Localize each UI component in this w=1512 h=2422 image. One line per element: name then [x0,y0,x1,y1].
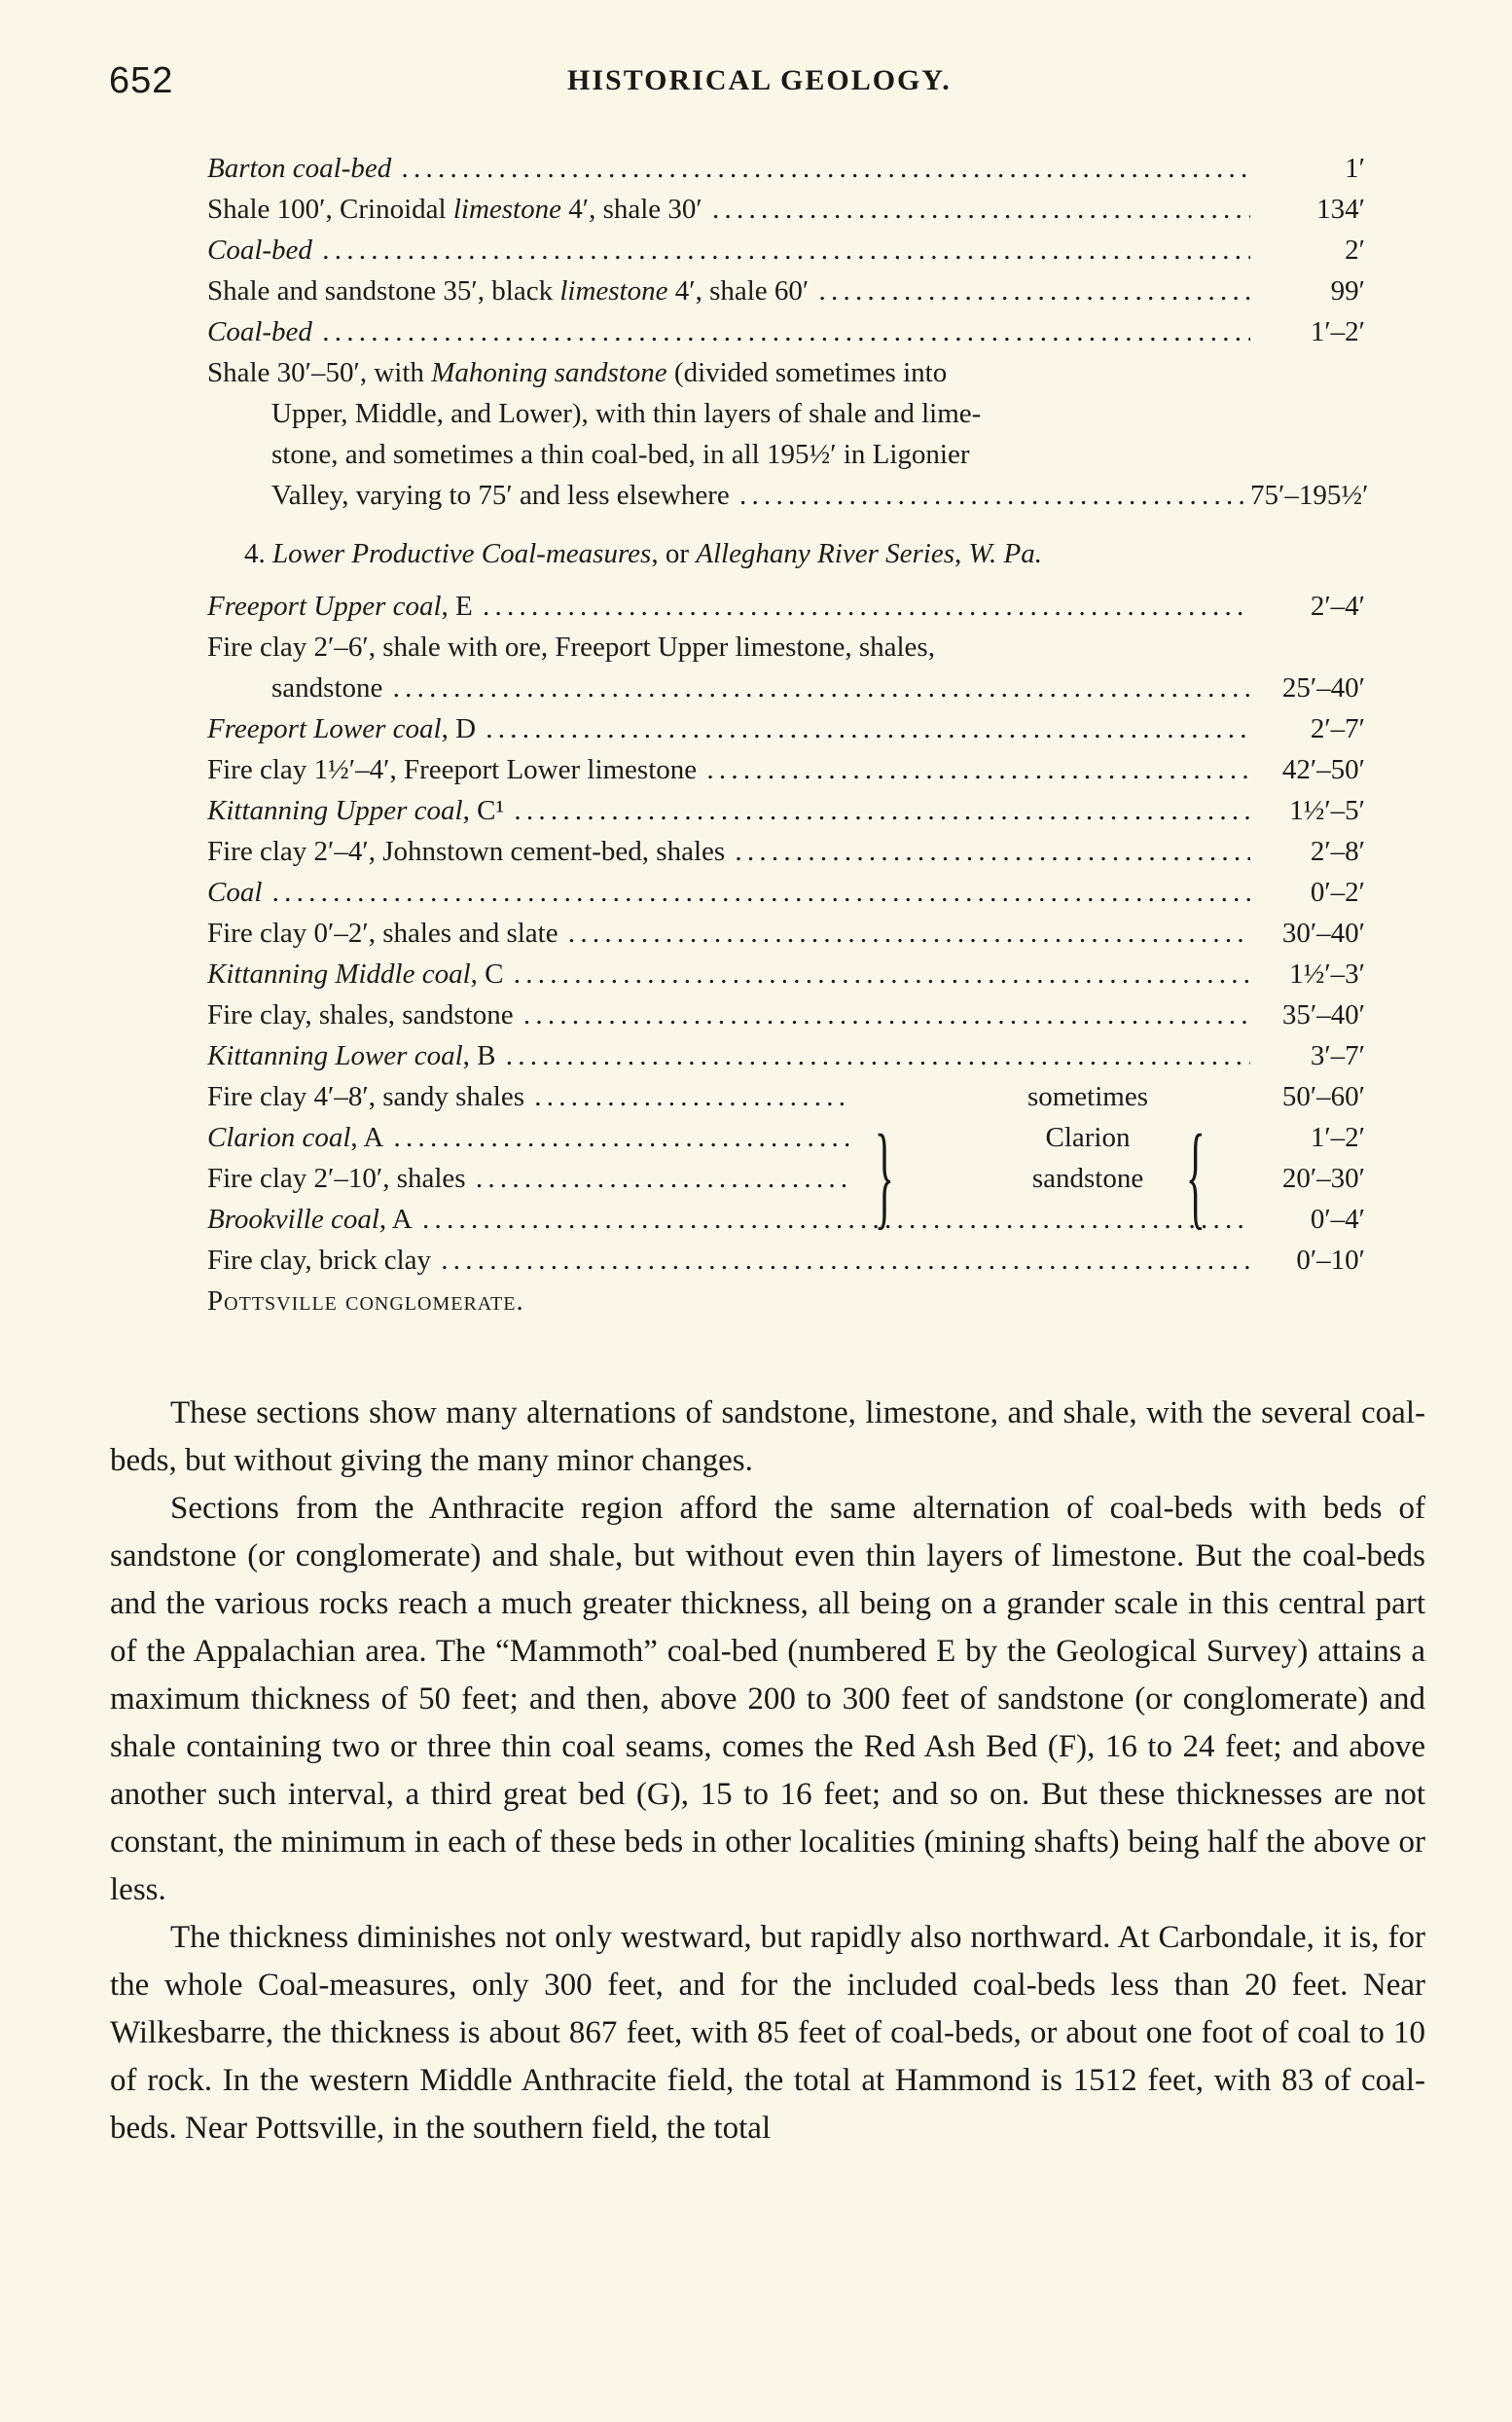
section-label: Kittanning Upper coal, C¹ [207,795,508,826]
clarion-note: Clarion [1045,1122,1131,1153]
section-row [207,311,1365,352]
section-row [207,586,1365,627]
section-thickness: 3′–7′ [1310,1040,1365,1071]
section-thickness: 20′–30′ [1281,1163,1365,1194]
section-row [207,831,1365,872]
lower-section-list-a [207,586,1365,627]
section-row [207,872,1365,913]
section-row [207,189,1365,230]
section-label: Kittanning Lower coal, B [207,1040,499,1071]
section-label: Fire clay, shales, sandstone [207,999,518,1030]
section-row [207,230,1365,271]
lower-section-list-b [207,708,1365,1076]
pottsville-label: Pottsville conglomerate. [207,1285,524,1317]
paragraph-3: The thickness diminishes not only westward, but rapidly also northward. At Carbondale, it is, for the whole Coal-measures, only 300 feet, and for the included coal-beds less than 20 feet. Near Wilkesbarre, the thickness is about 867 feet, with 85 feet of coal-beds, or about one foot of coal to 10 of rock. In the western Middle Anthracite field, the total at Hammond is 1512 feet, with 83 of coal-beds. Near Pottsville, in the southern field, the total [110,1920,1425,2146]
section-label: Freeport Upper coal, E [207,591,477,622]
section-thickness: 99′ [1330,275,1365,307]
section-thickness: 35′–40′ [1281,999,1365,1030]
section-label: Fire clay 2′–4′, Johnstown cement-bed, shales [207,836,729,867]
section-label: Freeport Lower coal, D [207,713,480,744]
section-label: Clarion coal, A [207,1122,387,1153]
section-thickness: 0′–4′ [1310,1204,1365,1235]
mahoning-line-2: Upper, Middle, and Lower), with thin layers of shale and lime- [271,398,982,429]
section-thickness: 30′–40′ [1281,918,1365,949]
paragraph-2: Sections from the Anthracite region afford the same alternation of coal-beds with beds of sandstone (or conglomerate) and shale, but without even thin layers of limestone. But the coal-beds and the various rocks reach a much greater thickness, all being on a grander scale in this central part of the Appalachian area. The “Mammoth” coal-bed (numbered E by the Geological Survey) attains a maximum thickness of 50 feet; and then, above 200 to 300 feet of sandstone (or conglomerate) and shale containing two or three thin coal seams, comes the Red Ash Bed (F), 16 to 24 feet; and above another such interval, a third great bed (G), 15 to 16 feet; and so on. But these thicknesses are not constant, the minimum in each of these beds in other localities (mining shafts) being half the above or less. [110,1491,1425,1907]
freeport-fireclay-line-1: Fire clay 2′–6′, shale with ore, Freeport Upper limestone, shales, [207,632,935,663]
section-row [207,1035,1365,1076]
section-label: Shale 100′, Crinoidal limestone 4′, shale 30′ [207,194,706,225]
division-heading [207,516,1365,586]
freeport-fireclay-thickness: 25′–40′ [1281,672,1365,704]
freeport-fireclay-line-2: sandstone [271,672,386,704]
clarion-note: sandstone [1031,1163,1144,1194]
section-thickness: 0′–10′ [1296,1245,1365,1276]
section-row [207,749,1365,790]
section-row [207,954,1365,994]
section-thickness: 2′–7′ [1310,713,1365,744]
right-brace: { [1185,1110,1206,1240]
section-row [207,708,1365,749]
mahoning-line-1: Shale 30′–50′, with Mahoning sandstone (divided sometimes into [207,357,948,388]
section-thickness: 50′–60′ [1281,1081,1365,1112]
pottsville-row [207,1281,1365,1321]
clarion-note: sometimes [1026,1081,1149,1112]
section-label: Shale and sandstone 35′, black limestone 4′, shale 60′ [207,275,812,307]
section-thickness: 1½′–5′ [1289,795,1365,826]
mahoning-line-4: Valley, varying to 75′ and less elsewhere [271,480,734,511]
section-row [207,913,1365,954]
section-row [207,994,1365,1035]
upper-section-list [207,148,1365,352]
section-thickness: 2′ [1345,235,1365,266]
section-label: Coal [207,877,266,908]
section-thickness: 42′–50′ [1281,754,1365,785]
running-head: HISTORICAL GEOLOGY. [567,64,952,96]
mahoning-line-3: stone, and sometimes a thin coal-bed, in all 195½′ in Ligonier [271,439,970,470]
section-thickness: 0′–2′ [1310,877,1365,908]
body-text [110,1390,1425,2152]
section-label: Coal-bed [207,316,316,347]
section-label: Brookville coal, A [207,1204,416,1235]
section-label: Barton coal-bed [207,153,395,184]
paragraph-1: These sections show many alternations of sandstone, limestone, and shale, with the several coal-beds, but without giving the many minor changes. [110,1395,1425,1478]
section-row [207,148,1365,189]
division-number: 4. [244,538,266,569]
mahoning-entry [207,352,1369,516]
section-row [207,1240,1365,1281]
section-row [207,271,1365,311]
mahoning-thickness: 75′–195½′ [1250,480,1369,511]
division-title: Lower Productive Coal-measures, or Alleghany River Series, W. Pa. [272,538,1042,569]
section-label: Fire clay 1½′–4′, Freeport Lower limestone [207,754,701,785]
section-thickness: 1½′–3′ [1289,958,1365,990]
section-thickness: 2′–4′ [1310,591,1365,622]
section-label: Kittanning Middle coal, C [207,958,508,990]
section-label: Fire clay, brick clay [207,1245,435,1276]
section-thickness: 1′–2′ [1310,316,1365,347]
section-thickness: 134′ [1316,194,1365,225]
section-label: Fire clay 2′–10′, shales [207,1163,470,1194]
section-label: Coal-bed [207,235,316,266]
section-thickness: 1′ [1345,153,1365,184]
section-row [207,790,1365,831]
section-label: Fire clay 4′–8′, sandy shales [207,1081,528,1112]
section-thickness: 2′–8′ [1310,836,1365,867]
page-number: 652 [109,60,174,101]
section-thickness: 1′–2′ [1310,1122,1365,1153]
left-brace: } [874,1110,894,1240]
section-label: Fire clay 0′–2′, shales and slate [207,918,562,949]
freeport-fireclay-entry [207,627,1365,708]
